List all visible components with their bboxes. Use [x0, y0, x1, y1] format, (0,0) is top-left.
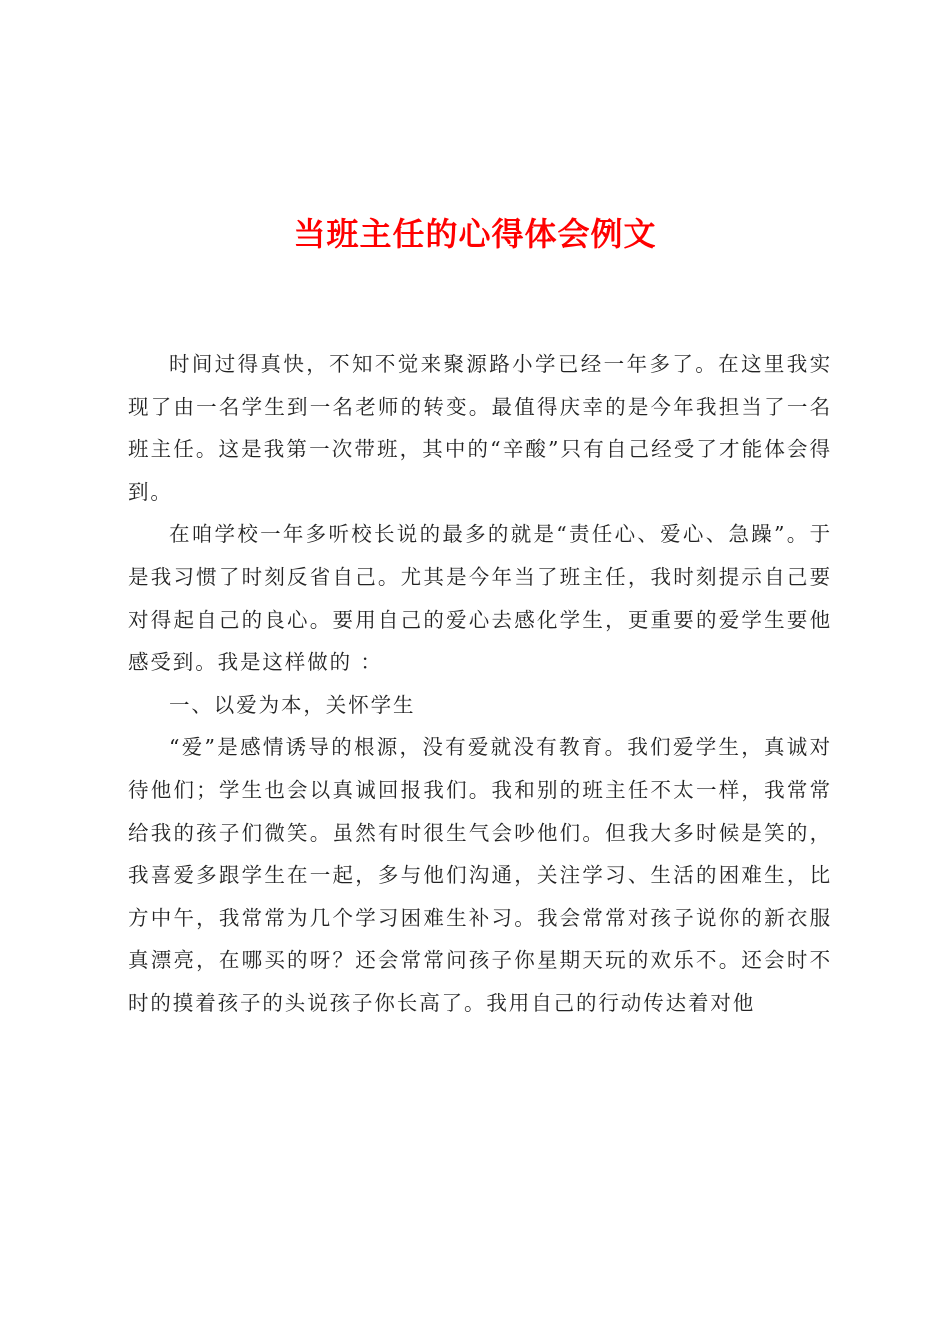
- paragraph-intro: 时间过得真快，不知不觉来聚源路小学已经一年多了。在这里我实现了由一名学生到一名老师的转变。最值得庆幸的是今年我担当了一名班主任。这是我第一次带班，其中的“辛酸”只有自己经受了才能体会得到。: [128, 352, 832, 504]
- paragraph-reflection: 在咱学校一年多听校长说的最多的就是“责任心、爱心、急躁”。于是我习惯了时刻反省自己。尤其是今年当了班主任，我时刻提示自己要对得起自己的良心。要用自己的爱心去感化学生，更重要的爱学生要他感受到。我是这样做的 ：: [128, 522, 832, 675]
- paragraph-love: “爱”是感情诱导的根源，没有爱就没有教育。我们爱学生，真诚对待他们；学生也会以真诚回报我们。我和别的班主任不太一样，我常常给我的孩子们微笑。虽然有时很生气会吵他们。但我大多时候是笑的，我喜爱多跟学生在一起，多与他们沟通，关注学习、生活的困难生，比方中午，我常常为几个学习困难生补习。我会常常对孩子说你的新衣服真漂亮，在哪买的呀？还会常常问孩子你星期天玩的欢乐不。还会时不时的摸着孩子的头说孩子你长高了。我用自己的行动传达着对他: [128, 735, 832, 1015]
- document-title: 当班主任的心得体会例文: [293, 215, 657, 253]
- document-body: [128, 343, 832, 1025]
- section-heading-1: 一、以爱为本，关怀学生: [169, 692, 416, 717]
